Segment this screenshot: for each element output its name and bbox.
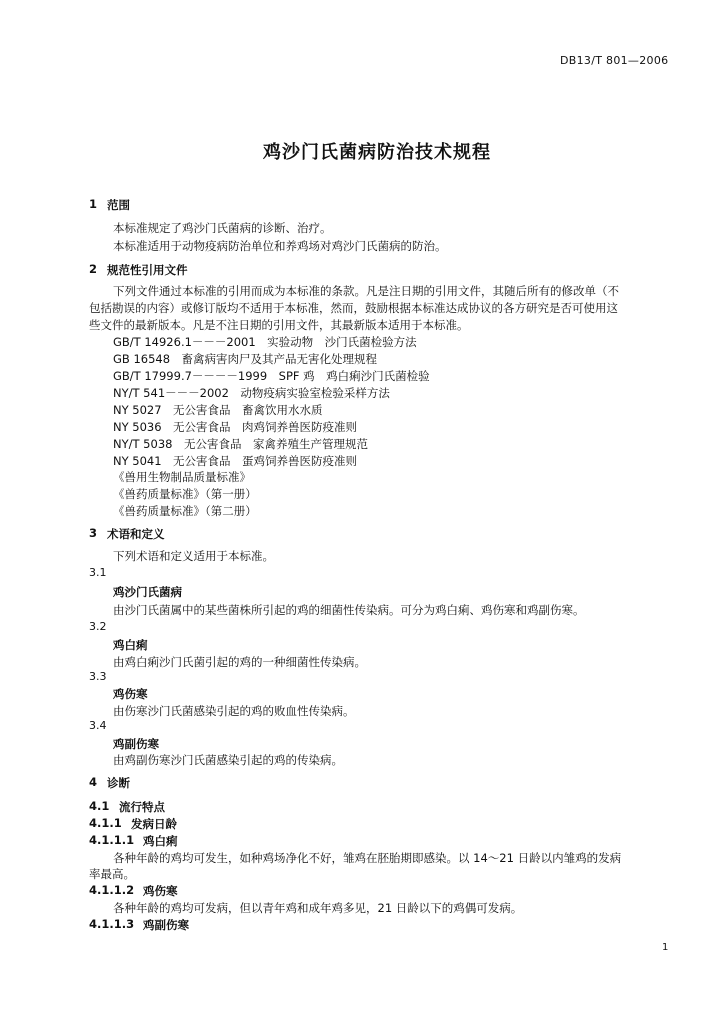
paragraph-line: 下列文件通过本标准的引用而成为本标准的条款。凡是注日期的引用文件，其随后所有的修改单（不 (113, 284, 619, 298)
paragraph-line: 各种年龄的鸡均可发病，但以青年鸡和成年鸡多见，21 日龄以下的鸡偶可发病。 (113, 901, 523, 915)
term-definition: 由沙门氏菌属中的某些菌株所引起的鸡的细菌性传染病。可分为鸡白痢、鸡伤寒和鸡副伤寒。 (113, 603, 585, 617)
reference-item: NY 5027 无公害食品 畜禽饮用水水质 (113, 403, 323, 417)
section-2-heading: 规范性引用文件 (107, 263, 188, 277)
paragraph: 下列术语和定义适用于本标准。 (113, 549, 274, 563)
reference-item: NY 5041 无公害食品 蛋鸡饲养兽医防疫准则 (113, 454, 358, 468)
term-number: 3.4 (89, 719, 107, 732)
term-name: 鸡副伤寒 (113, 737, 159, 751)
term-name: 鸡伤寒 (113, 687, 148, 701)
term-definition: 由鸡副伤寒沙门氏菌感染引起的鸡的传染病。 (113, 753, 343, 767)
section-3-number: 3 (89, 526, 98, 540)
paragraph-line: 包括勘误的内容）或修订版均不适用于本标准，然而，鼓励根据本标准达成协议的各方研究是否可使用这 (89, 301, 618, 315)
paragraph: 本标准适用于动物疫病防治单位和养鸡场对鸡沙门氏菌病的防治。 (113, 239, 447, 253)
section-2-number: 2 (89, 262, 98, 276)
page-number: 1 (662, 942, 669, 953)
reference-item: GB/T 17999.7－－－－1999 SPF 鸡 鸡白痢沙门氏菌检验 (113, 369, 430, 383)
section-1-heading: 范围 (107, 198, 130, 212)
section-4-heading: 诊断 (107, 776, 130, 790)
paragraph-line: 率最高。 (89, 867, 135, 881)
term-number: 3.2 (89, 620, 107, 633)
subsection-number: 4.1 (89, 799, 110, 813)
reference-item: NY 5036 无公害食品 肉鸡饲养兽医防疫准则 (113, 420, 358, 434)
subsection-heading: 发病日龄 (131, 817, 177, 831)
paragraph-line: 各种年龄的鸡均可发生，如种鸡场净化不好，雏鸡在胚胎期即感染。以 14～21 日龄以内雏鸡的发病 (113, 851, 622, 865)
standard-code: DB13/T 801—2006 (560, 54, 669, 67)
term-number: 3.3 (89, 670, 107, 683)
subsection-heading: 鸡白痢 (143, 834, 178, 848)
term-name: 鸡白痢 (113, 638, 148, 652)
paragraph: 本标准规定了鸡沙门氏菌病的诊断、治疗。 (113, 221, 332, 235)
term-name: 鸡沙门氏菌病 (113, 585, 182, 599)
reference-item: NY/T 5038 无公害食品 家禽养殖生产管理规范 (113, 437, 368, 451)
section-4-number: 4 (89, 775, 98, 789)
reference-item: 《兽药质量标准》（第一册） (113, 487, 257, 501)
subsection-number: 4.1.1.2 (89, 883, 135, 897)
section-3-heading: 术语和定义 (107, 527, 165, 541)
term-number: 3.1 (89, 566, 107, 579)
subsection-heading: 鸡副伤寒 (143, 918, 189, 932)
document-title: 鸡沙门氏菌病防治技术规程 (263, 142, 491, 163)
subsection-number: 4.1.1.3 (89, 917, 135, 931)
section-1-number: 1 (89, 197, 98, 211)
reference-item: 《兽用生物制品质量标准》 (113, 470, 251, 484)
subsection-heading: 流行特点 (119, 800, 165, 814)
reference-item: GB/T 14926.1－－－2001 实验动物 沙门氏菌检验方法 (113, 335, 417, 349)
reference-item: NY/T 541－－－2002 动物疫病实验室检验采样方法 (113, 386, 390, 400)
reference-item: GB 16548 畜禽病害肉尸及其产品无害化处理规程 (113, 352, 378, 366)
term-definition: 由鸡白痢沙门氏菌引起的鸡的一种细菌性传染病。 (113, 655, 366, 669)
subsection-number: 4.1.1.1 (89, 833, 135, 847)
subsection-number: 4.1.1 (89, 816, 122, 830)
reference-item: 《兽药质量标准》（第二册） (113, 504, 257, 518)
term-definition: 由伤寒沙门氏菌感染引起的鸡的败血性传染病。 (113, 704, 355, 718)
paragraph-line: 些文件的最新版本。凡是不注日期的引用文件，其最新版本适用于本标准。 (89, 318, 469, 332)
subsection-heading: 鸡伤寒 (143, 884, 178, 898)
